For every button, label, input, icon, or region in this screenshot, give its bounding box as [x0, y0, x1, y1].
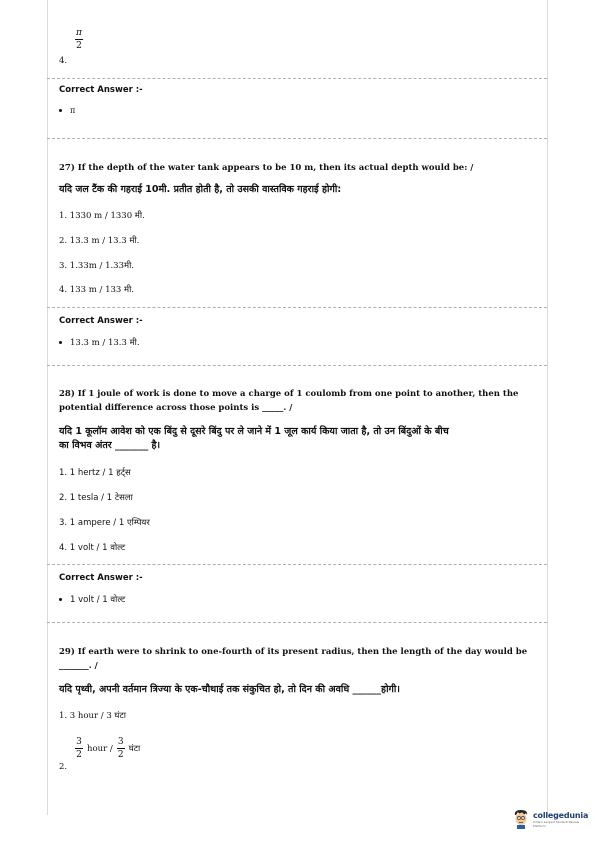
divider [47, 564, 547, 565]
question-27-text-hindi: यदि जल टैंक की गहराई 10मी. प्रतीत होती है, तो उसकी वास्तविक गहराई होगी: [59, 184, 342, 195]
question-29-text-hindi: यदि पृथ्वी, अपनी वर्तमान त्रिज्या के एक-चौथाई तक संकुचित हो, तो दिन की अवधि ______होगी। [59, 684, 400, 695]
option-4-fraction [75, 28, 83, 51]
mascot-icon [512, 809, 530, 829]
option-3: 3. 1.33m / 1.33मी. [59, 261, 134, 271]
bullet-icon [59, 109, 62, 112]
question-27-text: 27) If the depth of the water tank appears to be 10 m, then its actual depth would be: / [59, 163, 474, 173]
divider [47, 78, 547, 79]
option-4: 4. 1 volt / 1 वोल्ट [59, 543, 126, 553]
option-2-number: 2. [59, 762, 68, 772]
left-margin-line [47, 0, 48, 815]
divider [47, 365, 547, 366]
option-2: 2. 13.3 m / 13.3 मी. [59, 236, 140, 246]
correct-answer-label: Correct Answer :- [59, 316, 143, 326]
option-3: 3. 1 ampere / 1 एम्पियर [59, 518, 150, 528]
fraction: $\frac{3}{2}$ [76, 737, 82, 760]
divider [47, 622, 547, 623]
option-1: 1. 1330 m / 1330 मी. [59, 211, 145, 221]
bullet-icon [59, 341, 62, 344]
divider [47, 138, 547, 139]
correct-answer-item: 1 volt / 1 वोल्ट [59, 594, 125, 605]
option-1: 1. 1 hertz / 1 हर्ट्स [59, 468, 131, 478]
correct-answer-label: Correct Answer :- [59, 573, 143, 583]
right-margin-line [547, 0, 548, 815]
collegedunia-logo: collegedunia India's Largest Student Review Platform [512, 806, 592, 832]
divider [47, 307, 547, 308]
option-4: 4. 133 m / 133 मी. [59, 285, 134, 295]
question-29-text: 29) If earth were to shrink to one-fourth of its present radius, then the length of the day would be _______. / [59, 647, 528, 671]
question-28-text-hindi: यदि 1 कूलॉम आवेश को एक बिंदु से दूसरे बिंदु पर ले जाने में 1 जूल कार्य किया जाता है, तो उन बिंदुओं के बीच का विभव अंतर _______ है। [59, 426, 449, 451]
fraction: $\frac{\pi}{2}$ [76, 28, 82, 51]
option-2-fraction: $\frac{3}{2}$ hour / $\frac{3}{2}$ घंटा [76, 737, 141, 760]
option-1: 1. 3 hour / 3 घंटा [59, 711, 126, 721]
option-4-number: 4. [59, 56, 68, 66]
correct-answer-item: 13.3 m / 13.3 मी. [59, 337, 140, 348]
fraction: $\frac{3}{2}$ [117, 737, 124, 760]
correct-answer-item: π [59, 106, 75, 115]
correct-answer-label: Correct Answer :- [59, 85, 143, 95]
bullet-icon [59, 598, 62, 601]
option-2: 2. 1 tesla / 1 टेसला [59, 493, 133, 503]
question-28-text: 28) If 1 joule of work is done to move a charge of 1 coulomb from one point to another, then the potential difference across those points is _____. / [59, 389, 519, 413]
